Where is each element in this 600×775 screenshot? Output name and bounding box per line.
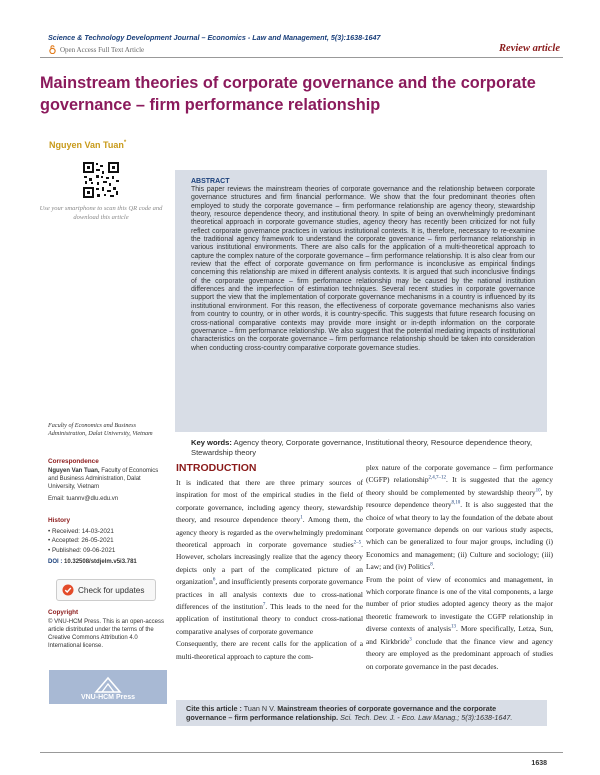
abstract-text: This paper reviews the mainstream theories of corporate governance and the relationship between corporate governance structures and firm financial performance. We show that the four predominant theories often employed to study the corporate governance – firm performance relationship are agency theory, stewardship theory, resource dependence theory, and institutional theory. In spite of being an overwhelmingly predominant theoretical approach in corporate governance studies, agency theory has recently been criticized for not fully reflect corporate governance practices in various institutional contexts. It is, therefore, necessary to re-examine the traditional agency framework to understand the corporate governance – firm performance relationship in various institutional environments. There are also calls for the application of a multi-theoretical approach to capture the complex nature of the corporate governance – firm performance relationship. It is also clear from our review that the effect of corporate governance on firm performance is inconclusive as empirical findings concerning this relationship are mixed in different analysis contexts. It is argued that such inconclusive findings of the corporate governance – firm performance relationship may be caused by the national institution differences and the imperfection of estimation techniques. Several recent studies in corporate governance support the view that the implementation of corporate governance mechanisms in a country is influenced by its institutional environment. For this reason, the effectiveness of corporate governance mechanisms also varies from country to country, or in other words, it is country-specific. This suggests that future research focusing on cross-national comparative contexts may provide more insight or in-depth information on the corporate governance – firm performance relationship. We also suggest that the potential mediating impacts of institutional characteristics on the corporate governance – firm performance relationship should be taken into consideration when conducting cross-country comparative corporate governance studies. [191,186,535,352]
page-number: 1638 [531,760,547,767]
copyright-heading: Copyright [48,609,79,616]
correspondence-heading: Correspondence [48,458,99,465]
open-access-lock-icon [49,45,56,54]
header-rule [40,57,563,58]
intro-paragraph-3: plex nature of the corporate governance – firm performance (CGFP) relationship$^{2,4,7-12}$. It is suggested that the agency theory should be complemented by stewardship theory$^{10}$, by resource dependence theory$^{8,10}$. It is also suggested that the choice of what theory to lay the foundation of the debate about corporate governance depends on our various study aspects, which can be generalized to four major groups, including (i) Economics and management; (ii) Culture and sociology; (iii) Law; and (iv) Politics$^8$. [366,463,554,572]
citation-ref[interactable]: 6 [212,577,216,583]
keywords-list: Agency theory, Corporate governance, Institutional theory, Resource dependence theory, Stewardship theory [191,438,533,457]
citation-ref[interactable]: 1 [300,515,303,521]
vnu-press-logo [49,670,167,704]
citation-ref[interactable]: 7 [262,602,266,608]
intro-paragraph-1: It is indicated that there are three primary sources of inspiration for most of the empirical studies in the field of corporate governance, including agency theory, stewardship theory, and resource dependence theory$^1$. Among them, the agency theory is regarded as the overwhelmingly predominant theoretical approach in corporate governance studies$^{2-5}$. However, scholars increasingly realize that the agency theory depicts only a part of the complicated picture of an organization$^6$, and insufficiently presents corporate governance practices in all analysis contexts due to cross-national differences of the institution$^7$. This leads to the need for the application of institutional theory to conduct cross-national comparative analyses of corporate governance [176,478,363,636]
correspondence-email[interactable]: Email: tuannv@dlu.edu.vn [48,496,119,503]
citation-title: Mainstream theories of corporate governance and the corporate governance – firm performance relationship. [186,704,497,723]
citation-ref[interactable]: 8 [430,562,433,568]
article-title: Mainstream theories of corporate governance and the corporate governance – firm performance relationship [40,74,536,114]
citation-ref[interactable]: 13 [451,624,457,630]
doi-link[interactable]: 10.32508/stdjelm.v5i3.781 [64,559,137,565]
doi [48,559,137,565]
author [49,140,126,150]
history-accepted: • Accepted: 26-05-2021 [48,537,114,545]
citation-ref[interactable]: 3 [409,637,412,643]
check-updates-icon [62,584,74,596]
keywords [191,438,535,457]
citation-box [176,700,547,726]
check-for-updates-button[interactable] [56,579,156,601]
intro-column-right [366,462,553,673]
intro-paragraph-4: From the point of view of economics and management, in which corporate finance is one of the vital components, a large number of prior studies adopted agency theory as the major theoretic framework to investigate the CGFP relationship in diverse contexts of analysis$^{13}$. More specifically, Letza, Sun, and Kirkbride$^3$ conclude that the finance view and agency theory are employed as the predominant approach of studies on corporate governance in the past decades. [366,574,553,671]
copyright-text: © VNU-HCM Press. This is an open-access article distributed under the terms of the Creative Commons Attribution 4.0 International license. [48,619,165,650]
history-published: • Published: 09-06-2021 [48,546,116,554]
open-access-label [49,45,144,54]
correspondence-text [48,467,168,503]
history-heading: History [48,517,71,524]
citation-ref[interactable]: 2,4,7–12 [428,475,447,481]
citation-ref[interactable]: 10 [535,488,541,494]
citation-ref[interactable]: 2–5 [353,540,362,546]
qr-caption: Use your smartphone to scan this QR code and download this article [39,205,163,221]
citation-ref[interactable]: 8,10 [451,500,461,506]
citation-authors: Tuan N V. [241,704,276,713]
vnu-emblem-icon [93,676,123,694]
footer-rule [40,752,563,753]
history-list [48,527,115,555]
abstract-heading: ABSTRACT [191,178,230,185]
open-access-text: Open Access Full Text Article [60,45,145,54]
correspondence-affiliation: Faculty of Economics and Business Administration, Dalat University, Vietnam [48,468,159,491]
doi-label: DOI : [48,559,63,565]
vnu-press-label: VNU-HCM Press [80,694,136,701]
author-mark: * [123,140,127,146]
citation-source: Sci. Tech. Dev. J. - Eco. Law Manag.; 5(3):1638-1647. [338,713,513,723]
qr-code-icon[interactable] [82,161,120,199]
affiliation: Faculty of Economics and Business Administration, Dalat University, Vietnam [48,422,153,437]
article-type: Review article [499,43,560,54]
abstract-box [175,170,547,457]
journal-header: Science & Technology Development Journal – Economics - Law and Management, 5(3):1638-1647 [48,33,381,42]
keywords-label: Key words: [191,438,232,447]
intro-paragraph-2: Consequently, there are recent calls for the application of a multi-theoretical approach to capture the com- [176,639,363,661]
introduction-heading: INTRODUCTION [176,462,257,474]
history-received: • Received: 14-03-2021 [48,528,114,535]
intro-column-left [176,477,363,663]
correspondence-name: Nguyen Van Tuan, [48,468,100,474]
citation-label: Cite this article : [186,704,242,713]
check-updates-label: Check for updates [78,585,145,595]
author-name[interactable]: Nguyen Van Tuan [49,140,124,150]
